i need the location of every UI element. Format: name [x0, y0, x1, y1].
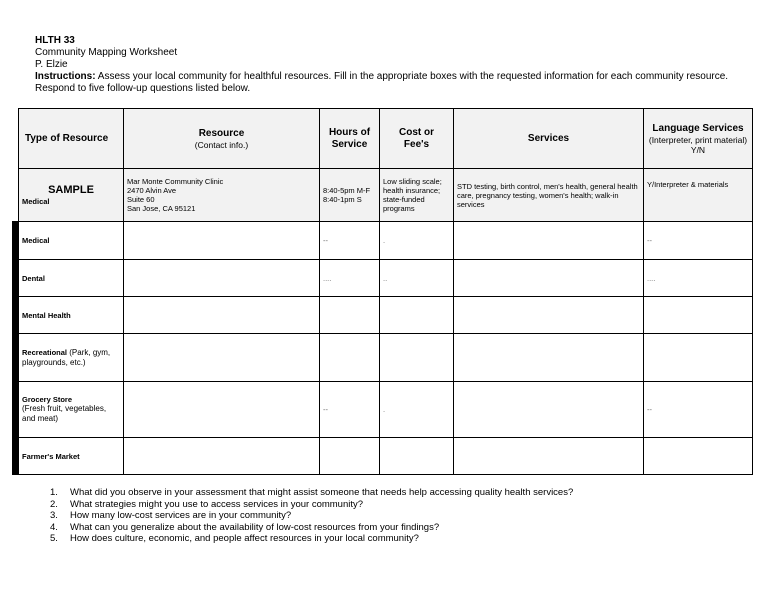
sample-language-cell: Y/Interpreter & materials: [644, 169, 753, 222]
col-cost-header: Cost or Fee's: [380, 109, 454, 169]
author-name: P. Elzie: [35, 59, 68, 70]
resource-cell[interactable]: [124, 260, 320, 297]
hours-cell[interactable]: --: [320, 222, 380, 260]
question-item: 5. How does culture, economic, and people affect resources in your local community?: [50, 533, 419, 544]
row-type: Dental: [19, 260, 124, 297]
language-cell[interactable]: [644, 297, 753, 334]
sample-hours-cell: 8:40-5pm M-F 8:40-1pm S: [320, 169, 380, 222]
resource-cell[interactable]: [124, 222, 320, 260]
services-cell[interactable]: [454, 260, 644, 297]
services-cell[interactable]: [454, 438, 644, 475]
cost-cell[interactable]: .: [380, 222, 454, 260]
hours-cell[interactable]: ....: [320, 260, 380, 297]
question-item: 1. What did you observe in your assessment that might assist someone that needs help accessing quality health services?: [50, 487, 574, 498]
sample-label: SAMPLE: [48, 184, 94, 196]
services-cell[interactable]: [454, 334, 644, 382]
table-header-row: [19, 109, 753, 169]
instructions-text: Assess your local community for healthful resources. Fill in the appropriate boxes with the requested information for each community resource. Respond to five follow-up questions listed below.: [35, 71, 729, 94]
worksheet-header: [35, 35, 735, 95]
hours-cell[interactable]: [320, 438, 380, 475]
col-language-header: Language Services (Interpreter, print material) Y/N: [644, 109, 753, 169]
language-cell[interactable]: [644, 334, 753, 382]
sample-type-cell: [19, 169, 124, 222]
language-cell[interactable]: --: [644, 382, 753, 438]
cost-cell[interactable]: [380, 438, 454, 475]
sample-resource-cell: Mar Monte Community Clinic 2470 Alvin Ave Suite 60 San Jose, CA 95121: [124, 169, 320, 222]
table-row: [19, 438, 753, 475]
row-type: Grocery Store (Fresh fruit, vegetables, and meat): [19, 382, 124, 438]
table-row: [19, 334, 753, 382]
table-row: [19, 297, 753, 334]
cost-cell[interactable]: ..: [380, 260, 454, 297]
cost-cell[interactable]: .: [380, 382, 454, 438]
hours-cell[interactable]: --: [320, 382, 380, 438]
col-services-header: Services: [454, 109, 644, 169]
question-item: 3. How many low-cost services are in your community?: [50, 510, 292, 521]
resource-cell[interactable]: [124, 334, 320, 382]
col-resource-header: Resource (Contact info.): [124, 109, 320, 169]
course-code: HLTH 33: [35, 35, 75, 46]
resource-cell[interactable]: [124, 382, 320, 438]
sample-cost-cell: Low sliding scale; health insurance; state-funded programs: [380, 169, 454, 222]
instructions-label: Instructions:: [35, 71, 96, 82]
table-row: [19, 382, 753, 438]
follow-up-questions: [50, 487, 573, 545]
col-type-header: Type of Resource: [19, 109, 124, 169]
question-item: 2. What strategies might you use to access services in your community?: [50, 498, 364, 510]
worksheet-title: Community Mapping Worksheet: [35, 47, 178, 58]
resource-cell[interactable]: [124, 297, 320, 334]
row-type: Recreational (Park, gym, playgrounds, etc.): [19, 334, 124, 382]
hours-cell[interactable]: [320, 334, 380, 382]
cost-cell[interactable]: [380, 334, 454, 382]
row-type: Medical: [19, 222, 124, 260]
services-cell[interactable]: [454, 222, 644, 260]
sample-type: Medical: [22, 197, 50, 206]
row-type: Farmer's Market: [19, 438, 124, 475]
resource-cell[interactable]: [124, 438, 320, 475]
language-cell[interactable]: [644, 438, 753, 475]
language-cell[interactable]: --: [644, 222, 753, 260]
sample-services-cell: STD testing, birth control, men's health, general health care, pregnancy testing, women's health; walk-in services: [454, 169, 644, 222]
row-type: Mental Health: [19, 297, 124, 334]
table-row: [19, 260, 753, 297]
language-cell[interactable]: ....: [644, 260, 753, 297]
instructions: [35, 71, 735, 95]
cost-cell[interactable]: [380, 297, 454, 334]
col-hours-header: Hours of Service: [320, 109, 380, 169]
table-row: [19, 222, 753, 260]
services-cell[interactable]: [454, 297, 644, 334]
services-cell[interactable]: [454, 382, 644, 438]
sample-row: [19, 169, 753, 222]
question-item: 4. What can you generalize about the availability of low-cost resources from your findings?: [50, 521, 440, 533]
mapping-table: [18, 108, 753, 475]
hours-cell[interactable]: [320, 297, 380, 334]
